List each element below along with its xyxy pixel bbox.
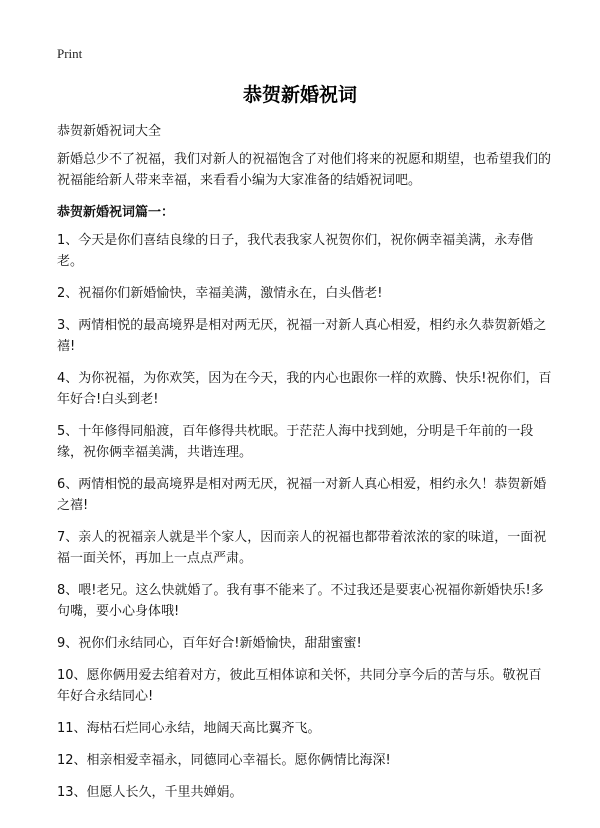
wish-item-4: 4、为你祝福，为你欢笑，因为在今天，我的内心也跟你一样的欢腾、快乐!祝你们，百年好合!白头到老! bbox=[57, 371, 552, 407]
wish-item-6: 6、两情相悦的最高境界是相对两无厌，祝福一对新人真心相爱，相约永久！恭贺新婚之禧! bbox=[57, 477, 547, 513]
document-subtitle: 恭贺新婚祝词大全 bbox=[57, 124, 162, 139]
section-heading: 恭贺新婚祝词篇一： bbox=[57, 205, 175, 220]
page-title: 恭贺新婚祝词 bbox=[242, 84, 357, 106]
wish-list bbox=[57, 230, 552, 814]
wish-item-1: 1、今天是你们喜结良缘的日子，我代表我家人祝贺你们，祝你俩幸福美满，永寿偕老。 bbox=[57, 233, 534, 269]
wish-item-2: 2、祝福你们新婚愉快，幸福美满，激情永在，白头偕老! bbox=[57, 286, 383, 301]
wish-item-12: 12、相亲相爱幸福永，同德同心幸福长。愿你俩情比海深! bbox=[57, 753, 391, 768]
wish-item-5: 5、十年修得同船渡，百年修得共枕眠。于茫茫人海中找到她，分明是千年前的一段缘，祝你俩幸福美满，共谐连理。 bbox=[57, 424, 534, 460]
wish-item-11: 11、海枯石烂同心永结，地阔天高比翼齐飞。 bbox=[57, 721, 321, 736]
print-link[interactable]: Print bbox=[57, 46, 83, 61]
wish-item-10: 10、愿你俩用爱去绾着对方，彼此互相体谅和关怀，共同分享今后的苦与乐。敬祝百年好合永结同心! bbox=[57, 668, 542, 704]
wish-item-8: 8、喂!老兄。这么快就婚了。我有事不能来了。不过我还是要衷心祝福你新婚快乐!多句嘴，要小心身体哦! bbox=[57, 583, 544, 619]
wish-item-13: 13、但愿人长久，千里共婵娟。 bbox=[57, 785, 243, 800]
wish-item-7: 7、亲人的祝福亲人就是半个家人，因而亲人的祝福也都带着浓浓的家的味道，一面祝福一面关怀，再加上一点点严肃。 bbox=[57, 530, 547, 566]
wish-item-9: 9、祝你们永结同心，百年好合!新婚愉快，甜甜蜜蜜! bbox=[57, 636, 362, 651]
wish-item-3: 3、两情相悦的最高境界是相对两无厌，祝福一对新人真心相爱，相约永久恭贺新婚之禧! bbox=[57, 318, 547, 354]
intro-paragraph: 新婚总少不了祝福，我们对新人的祝福饱含了对他们将来的祝愿和期望，也希望我们的祝福能给新人带来幸福，来看看小编为大家准备的结婚祝词吧。 bbox=[57, 152, 552, 188]
